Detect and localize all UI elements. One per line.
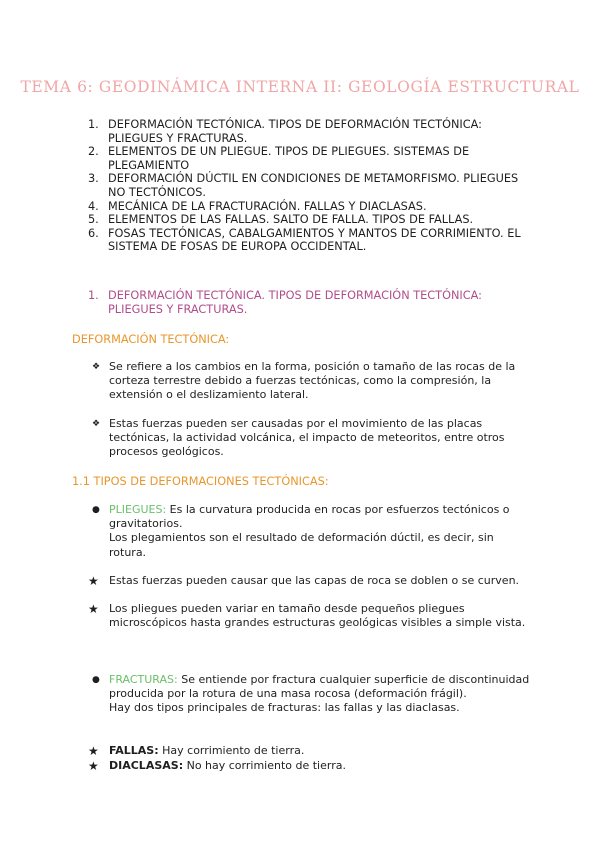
- page-title: TEMA 6: GEODINÁMICA INTERNA II: GEOLOGÍA ESTRUCTURAL: [20, 78, 580, 96]
- bullet-icon: ●: [92, 675, 100, 685]
- section-title: DEFORMACIÓN TECTÓNICA. TIPOS DE DEFORMACIÓN TECTÓNICA: PLIEGUES Y FRACTURAS.: [108, 289, 482, 316]
- paragraph-text: Estas fuerzas pueden ser causadas por el movimiento de las placas tectónicas, la actividad volcánica, el impacto de meteoritos, entre otros procesos geológicos.: [109, 417, 505, 459]
- pliegues-description: Es la curvatura producida en rocas por esfuerzos tectónicos o gravitatorios.: [109, 503, 510, 531]
- toc-item: [88, 118, 528, 145]
- star-icon: ★: [88, 744, 99, 758]
- subheading-tipos: 1.1 TIPOS DE DEFORMACIONES TECTÓNICAS:: [72, 475, 329, 488]
- pliegues-text: [109, 503, 532, 560]
- paragraph-definition: [92, 360, 532, 403]
- star-item-fallas: [88, 744, 528, 758]
- diamond-bullet-icon: ❖: [92, 419, 101, 429]
- diaclasas-text: [109, 759, 528, 773]
- diaclasas-label: DIACLASAS:: [109, 759, 184, 772]
- paragraph-text: Se refiere a los cambios en la forma, posición o tamaño de las rocas de la corteza terrestre debido a fuerzas tectónicas, como la compresión, la extensión o el deslizamiento lateral.: [109, 360, 516, 402]
- item-fracturas: [92, 673, 532, 716]
- fracturas-text: [109, 673, 532, 716]
- star-icon: ★: [88, 759, 99, 773]
- star-text: Estas fuerzas pueden causar que las capas de roca se doblen o se curven.: [109, 574, 520, 587]
- star-item: [88, 602, 528, 630]
- toc-text: DEFORMACIÓN TECTÓNICA. TIPOS DE DEFORMACIÓN TECTÓNICA: PLIEGUES Y FRACTURAS.: [108, 118, 482, 145]
- toc-item: [88, 227, 528, 254]
- fracturas-label: FRACTURAS:: [109, 673, 178, 686]
- pliegues-label: PLIEGUES:: [109, 503, 167, 516]
- toc-number: 3.: [88, 172, 99, 186]
- diaclasas-description: No hay corrimiento de tierra.: [183, 759, 346, 772]
- toc-text: MECÁNICA DE LA FRACTURACIÓN. FALLAS Y DIACLASAS.: [108, 199, 427, 213]
- bullet-icon: ●: [92, 505, 100, 515]
- toc-text: DEFORMACIÓN DÚCTIL EN CONDICIONES DE METAMORFISMO. PLIEGUES NO TECTÓNICOS.: [108, 172, 519, 199]
- toc-text: FOSAS TECTÓNICAS, CABALGAMIENTOS Y MANTOS DE CORRIMIENTO. EL SISTEMA DE FOSAS DE EUROPA OCCIDENTAL.: [108, 226, 521, 254]
- toc-text: ELEMENTOS DE LAS FALLAS. SALTO DE FALLA. TIPOS DE FALLAS.: [108, 213, 474, 227]
- toc-number: 2.: [88, 145, 99, 159]
- toc-text: ELEMENTOS DE UN PLIEGUE. TIPOS DE PLIEGUES. SISTEMAS DE PLEGAMIENTO: [108, 145, 470, 172]
- toc-item: [88, 172, 528, 199]
- pliegues-line2: Los plegamientos son el resultado de deformación dúctil, es decir, sin rotura.: [109, 531, 494, 559]
- fallas-label: FALLAS:: [109, 744, 159, 757]
- diamond-bullet-icon: ❖: [92, 362, 101, 372]
- table-of-contents: [88, 118, 528, 254]
- star-icon: ★: [88, 574, 99, 588]
- section-number: 1.: [88, 289, 99, 302]
- toc-item: [88, 200, 528, 214]
- item-pliegues: [92, 503, 532, 560]
- fracturas-description: Se entiende por fractura cualquier superficie de discontinuidad producida por la rotura de una masa rocosa (deformación frágil).: [109, 673, 530, 701]
- toc-number: 6.: [88, 226, 99, 240]
- fracturas-line2: Hay dos tipos principales de fracturas: las fallas y las diaclasas.: [109, 701, 460, 715]
- paragraph-causes: [92, 417, 532, 460]
- toc-item: [88, 145, 528, 172]
- star-item-diaclasas: [88, 759, 528, 773]
- toc-number: 5.: [88, 213, 99, 227]
- fallas-description: Hay corrimiento de tierra.: [158, 744, 305, 757]
- star-text: Los pliegues pueden variar en tamaño desde pequeños pliegues microscópicos hasta grandes estructuras geológicas visibles a simple vista.: [109, 602, 526, 630]
- toc-number: 4.: [88, 199, 99, 213]
- star-item: [88, 574, 528, 588]
- section-heading: [88, 289, 528, 316]
- toc-number: 1.: [88, 118, 99, 131]
- fallas-text: [109, 744, 528, 758]
- star-icon: ★: [88, 602, 99, 616]
- subheading-deformacion: DEFORMACIÓN TECTÓNICA:: [72, 333, 230, 346]
- toc-item: [88, 213, 528, 227]
